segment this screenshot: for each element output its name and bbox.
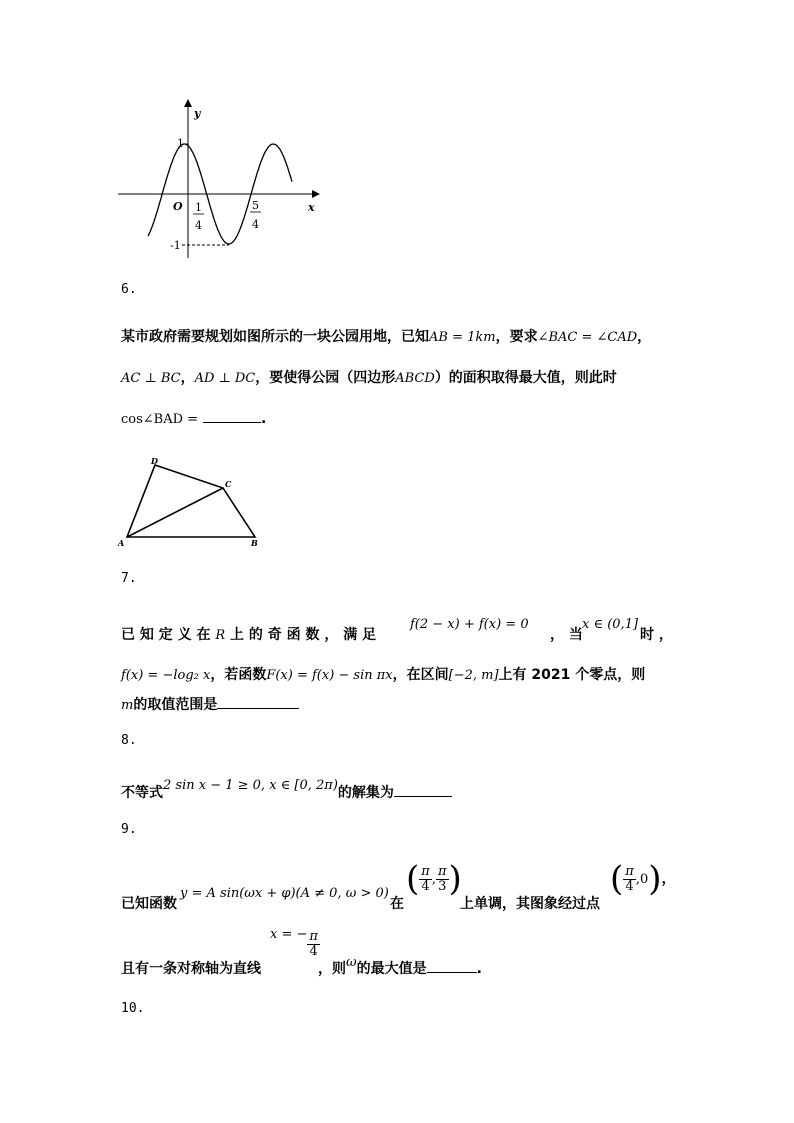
- vertex-b: B: [251, 538, 258, 548]
- quad-outline: [127, 465, 255, 537]
- q6-line1: 某市政府需要规划如图所示的一块公园用地，已知AB = 1km，要求∠BAC = ∠CAD，: [121, 329, 652, 345]
- q6-quad: ABCD: [395, 371, 435, 386]
- q8-number: 8.: [121, 733, 137, 748]
- y-top-label: 1: [177, 137, 184, 150]
- q7-line2: f(x) = −log₂ x，若函数F(x) = f(x) − sin πx，在区间[−2, m]上有 2021 个零点，则: [121, 667, 646, 683]
- q8-answer-blank[interactable]: [394, 782, 452, 797]
- diagonal-ac: [127, 488, 223, 537]
- q6-perp1: AC ⊥ BC: [121, 371, 181, 386]
- q9-axis-eq: x = − $\frac{\pi}{4}$: [270, 927, 318, 959]
- sine-graph: [110, 95, 330, 265]
- q6-angle-eq: ∠BAC = ∠CAD: [537, 330, 638, 345]
- q6-cos: cos∠BAD =: [121, 412, 199, 427]
- x-axis-label: x: [308, 201, 315, 214]
- vertex-a: A: [118, 538, 125, 548]
- tick2-den: 4: [252, 218, 259, 231]
- q9-interval: ( $\frac{\pi}{4}$ , $\frac{\pi}{3}$ ): [406, 859, 462, 899]
- q6-line3: cos∠BAD = .: [121, 408, 266, 427]
- origin-label: O: [173, 200, 183, 213]
- vertex-c: C: [225, 479, 232, 489]
- q7-line1: 已 知 定 义 在 R 上 的 奇 函 数 ， 满 足: [121, 627, 377, 643]
- q9-line1-start: 已知函数: [121, 896, 177, 912]
- q9-number: 9.: [121, 822, 137, 837]
- tick1-den: 4: [195, 219, 202, 232]
- q9-mono: 上单调，其图象经过点: [460, 896, 600, 912]
- q8-inequality: 2 sin x − 1 ≥ 0, x ∈ [0, 2π): [163, 778, 338, 793]
- q6-line2: AC ⊥ BC，AD ⊥ DC，要使得公园（四边形ABCD）的面积取得最大值，则此时: [121, 370, 617, 386]
- q9-line2-start: 且有一条对称轴为直线: [121, 961, 261, 977]
- y-axis-label: y: [194, 107, 201, 120]
- tick1-num: 1: [195, 201, 202, 214]
- q9-answer-blank[interactable]: [427, 958, 477, 973]
- q7-line3: m的取值范围是: [121, 694, 299, 714]
- q9-point: ( $\frac{\pi}{4}$ ,0)，: [610, 859, 676, 899]
- q7-interval1: x ∈ (0,1]: [582, 617, 639, 632]
- q10-number: 10.: [121, 1001, 145, 1016]
- q7-shi: 时 ，: [640, 627, 673, 643]
- y-bottom-label: -1: [170, 239, 181, 252]
- q8-line: 不等式2 sin x − 1 ≥ 0, x ∈ [0, 2π)的解集为: [121, 782, 452, 802]
- q9-func: y = A sin(ωx + φ)(A ≠ 0, ω > 0): [180, 886, 389, 901]
- q7-answer-blank[interactable]: [217, 694, 299, 709]
- q7-eq1: f(2 − x) + f(x) = 0: [410, 617, 529, 632]
- tick2-num: 5: [252, 199, 259, 212]
- q6-ab: AB = 1km: [429, 330, 496, 345]
- q6-perp2: AD ⊥ DC: [194, 371, 256, 386]
- q6-number: 6.: [121, 282, 137, 297]
- q6-answer-blank[interactable]: [203, 408, 261, 423]
- q9-zai: 在: [390, 896, 404, 912]
- vertex-d: D: [151, 456, 158, 466]
- quadrilateral-figure: [115, 455, 270, 550]
- q7-when: ， 当: [550, 627, 583, 643]
- q7-number: 7.: [121, 571, 137, 586]
- q9-line2-end: ，则ω的最大值是 .: [318, 955, 482, 977]
